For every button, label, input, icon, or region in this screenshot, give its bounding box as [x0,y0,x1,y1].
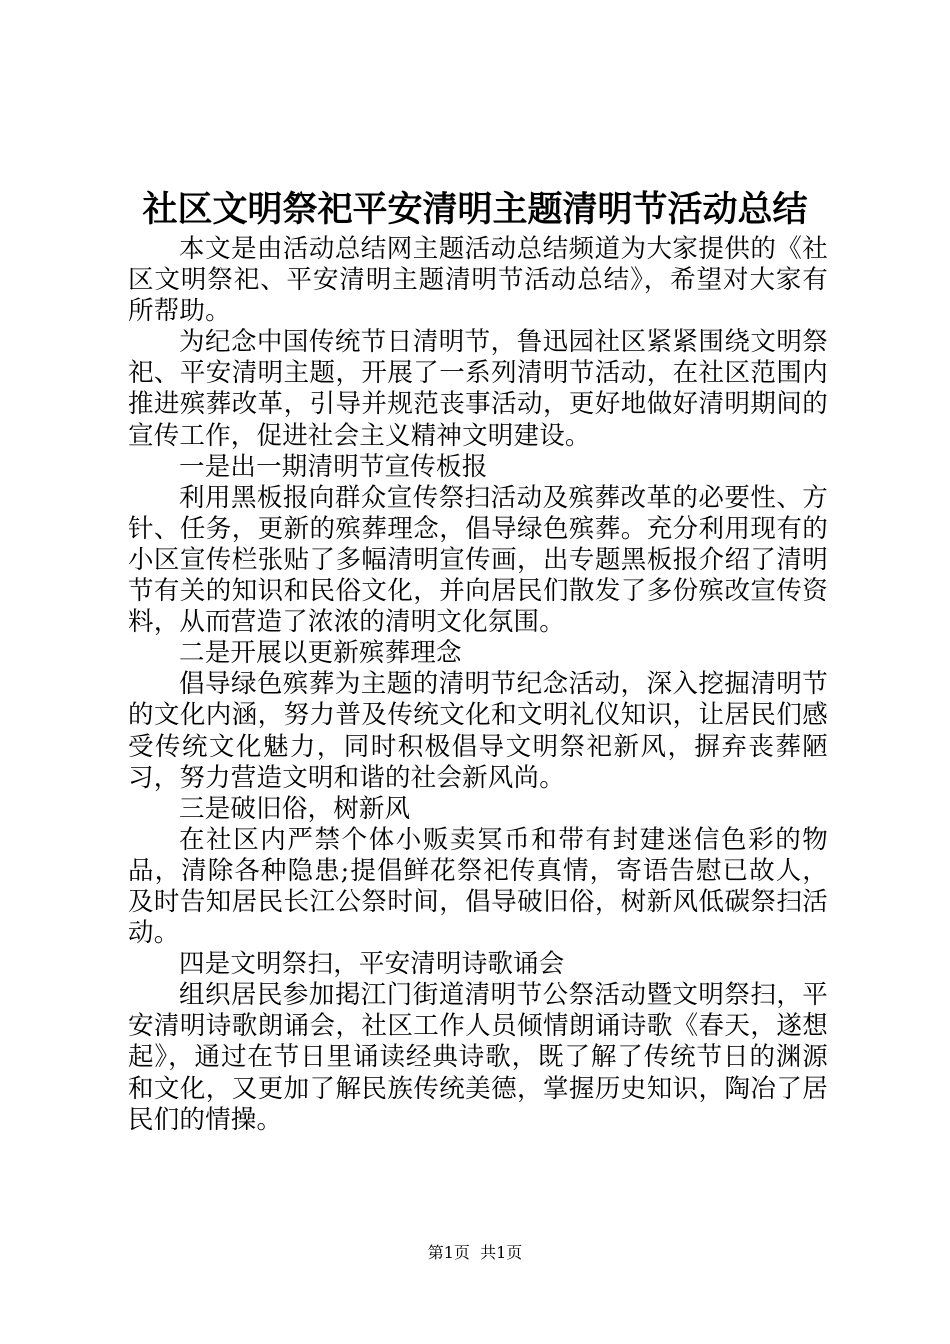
document-body [128,234,828,1136]
section-heading-3: 三是破旧俗，树新风 [179,793,411,824]
section-paragraph-1: 利用黑板报向群众宣传祭扫活动及殡葬改革的必要性、方针、任务，更新的殡葬理念，倡导绿色殡葬。充分利用现有的小区宣传栏张贴了多幅清明宣传画，出专题黑板报介绍了清明节有关的知识和民俗文化，并向居民们散发了多份殡改宣传资料，从而营造了浓浓的清明文化氛围。 [128,482,828,638]
section-paragraph-4: 组织居民参加掲江门街道清明节公祭活动暨文明祭扫，平安清明诗歌朗诵会，社区工作人员倾情朗诵诗歌《春天，遂想起》，通过在节日里诵读经典诗歌，既了解了传统节日的渊源和文化，又更加了解民族传统美德，掌握历史知识，陶冶了居民们的情操。 [128,980,828,1135]
document-title: 社区文明祭祀平安清明主题清明节活动总结 [142,189,808,230]
intro-paragraph: 本文是由活动总结网主题活动总结频道为大家提供的《社区文明祭祀、平安清明主题清明节活动总结》，希望对大家有所帮助。 [128,234,828,327]
section-paragraph-2: 倡导绿色殡葬为主题的清明节纪念活动，深入挖掘清明节的文化内涵，努力普及传统文化和文明礼仪知识，让居民们感受传统文化魅力，同时积极倡导文明祭祀新风，摒弃丧葬陋习，努力营造文明和谐的社会新风尚。 [128,669,828,793]
page-footer: 第1页 共1页 [427,1243,523,1262]
section-heading-2: 二是开展以更新殡葬理念 [179,638,462,669]
section-paragraph-3: 在社区内严禁个体小贩卖冥币和带有封建迷信色彩的物品，清除各种隐患;提倡鲜花祭祀传真情，寄语告慰已故人，及时告知居民长江公祭时间，倡导破旧俗，树新风低碳祭扫活动。 [128,824,828,949]
section-heading-1: 一是出一期清明节宣传板报 [179,451,488,482]
section-heading-4: 四是文明祭扫，平安清明诗歌诵会 [179,949,565,980]
overview-paragraph: 为纪念中国传统节日清明节，鲁迅园社区紧紧围绕文明祭祀、平安清明主题，开展了一系列清明节活动，在社区范围内推进殡葬改革，引导并规范丧事活动，更好地做好清明期间的宣传工作，促进社会主义精神文明建设。 [128,327,828,451]
